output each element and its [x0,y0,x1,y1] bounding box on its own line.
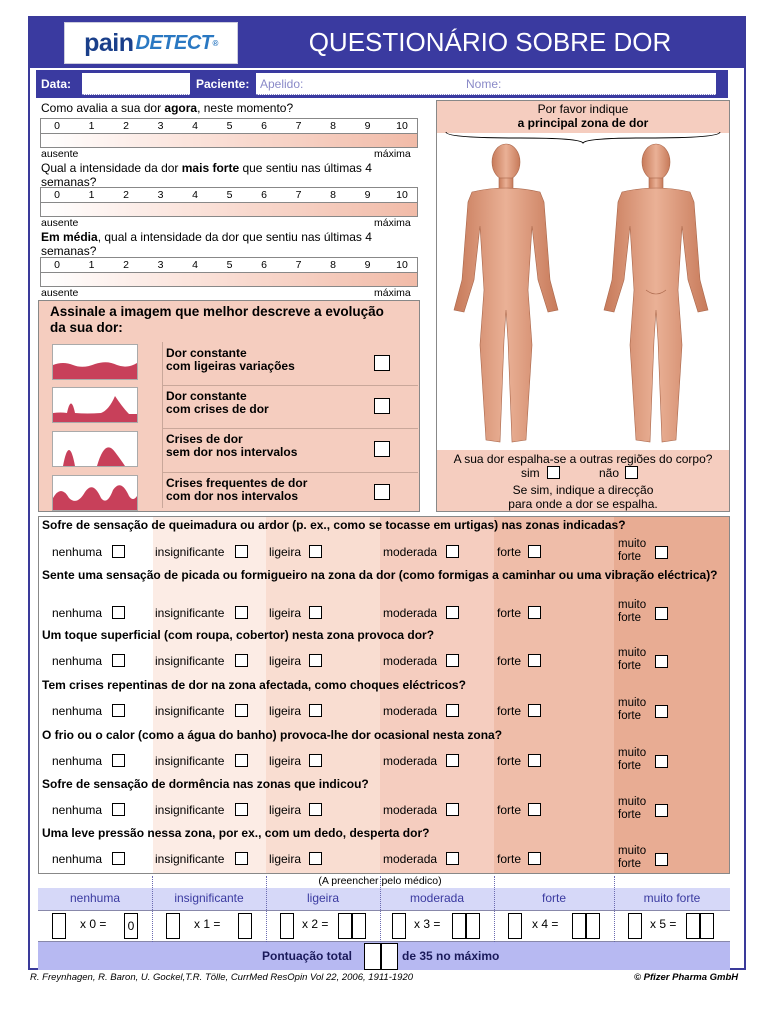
score-header-insignificant: insignificante [174,891,244,905]
scale-low-label: ausente [41,217,79,229]
q4-nenhuma-checkbox[interactable] [112,704,125,717]
symptom-question-4: Tem crises repentinas de dor na zona afectada, como choques eléctricos? [42,678,466,692]
scale-number[interactable]: 9 [364,259,371,271]
answer-forte-label: forte [497,545,522,559]
q7-forte-checkbox[interactable] [528,852,541,865]
score-very-strong-box-1[interactable] [686,913,700,939]
q2-very-strong-checkbox[interactable] [655,607,668,620]
q4-insignificante-checkbox[interactable] [235,704,248,717]
scale-number[interactable]: 0 [54,120,60,132]
q6-very-strong-checkbox[interactable] [655,804,668,817]
scale-number[interactable]: 2 [123,189,129,201]
q6-moderada-checkbox[interactable] [446,803,459,816]
q2-forte-checkbox[interactable] [528,606,541,619]
answer-nenhuma-label: nenhuma [52,803,103,817]
wave-attacks-icon [52,387,138,423]
q2-nenhuma-checkbox[interactable] [112,606,125,619]
answer-nenhuma-label: nenhuma [52,704,103,718]
score-none-box[interactable]: 0 [124,913,138,939]
spread-question: A sua dor espalha-se a outras regiões do corpo? [453,452,713,466]
count-strong-box[interactable] [508,913,522,939]
body-map-figure[interactable] [448,140,718,450]
answer-very-strong-label: muito forte [618,697,647,722]
spread-no-checkbox[interactable] [625,466,638,479]
pain-max-scale[interactable] [40,187,418,217]
q5-ligeira-checkbox[interactable] [309,754,322,767]
scale-high-label: máxima [374,148,411,160]
q5-forte-checkbox[interactable] [528,754,541,767]
score-strong-box-1[interactable] [572,913,586,939]
answer-forte-label: forte [497,754,522,768]
count-none-box[interactable] [52,913,66,939]
q2-ligeira-checkbox[interactable] [309,606,322,619]
copyright: © Pfizer Pharma GmbH [634,972,739,983]
q7-very-strong-checkbox[interactable] [655,853,668,866]
divider [162,472,418,473]
pain-course-title: Assinale a imagem que melhor descreve a evolução da sua dor: [50,304,384,335]
q1-moderada-checkbox[interactable] [446,545,459,558]
q6-ligeira-checkbox[interactable] [309,803,322,816]
answer-ligeira-label: ligeira [269,852,302,866]
symptom-question-3: Um toque superficial (com roupa, cobertor) nesta zona provoca dor? [42,628,435,642]
multiplier-5: x 5 = [650,917,677,931]
scale-number[interactable]: 10 [396,259,408,271]
answer-forte-label: forte [497,803,522,817]
answer-very-strong-label: muito forte [618,845,647,870]
answer-nenhuma-label: nenhuma [52,654,103,668]
multiplier-3: x 3 = [414,917,441,931]
q5-very-strong-checkbox[interactable] [655,755,668,768]
answer-insignificante-label: insignificante [155,754,225,768]
scale-number[interactable]: 7 [295,189,302,201]
spread-yes-label: sim [521,466,540,480]
score-moderate-box-1[interactable] [452,913,466,939]
scale-number[interactable]: 9 [364,189,371,201]
scale-number[interactable]: 6 [261,259,267,271]
q1-ligeira-checkbox[interactable] [309,545,322,558]
symptom-question-6: Sofre de sensação de dormência nas zonas que indicou? [42,777,369,791]
body-front-icon[interactable] [454,144,558,442]
course-option-3-label: Crises de dor sem dor nos intervalos [166,432,298,459]
q7-nenhuma-checkbox[interactable] [112,852,125,865]
answer-very-strong-label: muito forte [618,647,647,672]
answer-very-strong-label: muito forte [618,599,647,624]
divider [162,385,418,386]
q5-insignificante-checkbox[interactable] [235,754,248,767]
score-strong-box-2[interactable] [586,913,600,939]
scale-high-label: máxima [374,217,411,229]
answer-insignificante-label: insignificante [155,852,225,866]
answer-insignificante-label: insignificante [155,803,225,817]
answer-nenhuma-label: nenhuma [52,545,103,559]
wave-frequent-icon [52,475,138,511]
answer-ligeira-label: ligeira [269,754,302,768]
course-option-4-checkbox[interactable] [374,484,390,500]
count-slight-box[interactable] [280,913,294,939]
answer-very-strong-label: muito forte [618,747,647,772]
scale-number[interactable]: 2 [123,120,129,132]
answer-nenhuma-label: nenhuma [52,754,103,768]
score-moderate-box-2[interactable] [466,913,480,939]
q7-ligeira-checkbox[interactable] [309,852,322,865]
score-slight-box-2[interactable] [352,913,366,939]
answer-moderada-label: moderada [383,852,438,866]
scale-number[interactable]: 4 [192,259,198,271]
pain-avg-scale[interactable] [40,257,418,287]
pain-now-question: Como avalia a sua dor agora, neste momento? [41,101,294,115]
scale-number[interactable]: 1 [88,120,95,132]
spread-no-label: não [599,466,620,480]
count-insignificant-box[interactable] [166,913,180,939]
citation: R. Freynhagen, R. Baron, U. Gockel,T.R. Tölle, CurrMed ResOpin Vol 22, 2006, 1911-1920 [30,972,414,983]
score-slight-box-1[interactable] [338,913,352,939]
q3-very-strong-checkbox[interactable] [655,655,668,668]
multiplier-0: x 0 = [80,917,107,931]
answer-insignificante-label: insignificante [155,654,225,668]
total-score-label: Pontuação total [262,949,353,963]
answer-forte-label: forte [497,704,522,718]
q7-insignificante-checkbox[interactable] [235,852,248,865]
scale-number[interactable]: 8 [330,189,336,201]
pain-max-question: Qual a intensidade da dor mais forte que sentiu nas últimas 4 semanas? [41,161,372,189]
divider [162,342,163,508]
answer-forte-label: forte [497,852,522,866]
score-multiplier-band [38,910,730,942]
q6-insignificante-checkbox[interactable] [235,803,248,816]
answer-ligeira-label: ligeira [269,654,302,668]
scale-number[interactable]: 4 [192,189,198,201]
page-title: QUESTIONÁRIO SOBRE DOR [308,27,672,57]
symptom-question-7: Uma leve pressão nessa zona, por ex., com um dedo, desperta dor? [42,826,430,840]
answer-very-strong-label: muito forte [618,796,647,821]
answer-nenhuma-label: nenhuma [52,606,103,620]
scale-number[interactable]: 3 [157,259,164,271]
answer-ligeira-label: ligeira [269,545,302,559]
scale-number[interactable]: 9 [364,120,371,132]
course-option-2-label: Dor constante com crises de dor [166,389,269,416]
answer-moderada-label: moderada [383,654,438,668]
answer-moderada-label: moderada [383,606,438,620]
course-option-4-label: Crises frequentes de dor com dor nos intervalos [166,476,308,503]
score-header-slight: ligeira [306,891,339,905]
scale-number[interactable]: 10 [396,120,408,132]
spread-yes-checkbox[interactable] [547,466,560,479]
answer-ligeira-label: ligeira [269,606,302,620]
q1-forte-checkbox[interactable] [528,545,541,558]
answer-nenhuma-label: nenhuma [52,852,103,866]
course-option-1-checkbox[interactable] [374,355,390,371]
q4-very-strong-checkbox[interactable] [655,705,668,718]
scale-high-label: máxima [374,287,411,299]
q1-nenhuma-checkbox[interactable] [112,545,125,558]
symptom-question-1: Sofre de sensação de queimadura ou ardor (p. ex., como se tocasse em urtigas) nas zonas indicadas? [42,518,626,532]
q2-moderada-checkbox[interactable] [446,606,459,619]
scale-number[interactable]: 8 [330,259,336,271]
q6-forte-checkbox[interactable] [528,803,541,816]
divider [162,428,418,429]
body-back-icon[interactable] [604,144,708,442]
total-score-box-2[interactable] [381,943,398,970]
q3-moderada-checkbox[interactable] [446,654,459,667]
total-score-box-1[interactable] [364,943,381,970]
scale-number[interactable]: 2 [123,259,129,271]
symptom-question-5: O frio ou o calor (como a água do banho) provoca-lhe dor ocasional nesta zona? [42,728,503,742]
scale-number[interactable]: 6 [261,189,267,201]
pain-avg-question: Em média, qual a intensidade da dor que sentiu nas últimas 4 semanas? [41,230,372,258]
answer-moderada-label: moderada [383,754,438,768]
q2-insignificante-checkbox[interactable] [235,606,248,619]
scale-low-label: ausente [41,148,79,160]
answer-moderada-label: moderada [383,704,438,718]
answer-forte-label: forte [497,654,522,668]
answer-very-strong-label: muito forte [618,538,647,563]
scale-number[interactable]: 10 [396,189,408,201]
q3-ligeira-checkbox[interactable] [309,654,322,667]
answer-ligeira-label: ligeira [269,704,302,718]
answer-moderada-label: moderada [383,545,438,559]
wave-constant-icon [52,344,138,380]
pain-now-scale[interactable] [40,118,418,148]
score-header-none: nenhuma [69,891,121,905]
course-option-2-checkbox[interactable] [374,398,390,414]
score-header-very-strong: muito forte [643,891,701,905]
body-map-instruction: Por favor indique a principal zona de dor [517,102,649,130]
name-label: Nome: [466,77,502,91]
q3-insignificante-checkbox[interactable] [235,654,248,667]
scale-number[interactable]: 0 [54,189,60,201]
score-header-strong: forte [541,891,566,905]
answer-insignificante-label: insignificante [155,606,225,620]
scale-number[interactable]: 7 [295,120,302,132]
surname-label: Apelido: [260,77,304,91]
scale-number[interactable]: 5 [226,120,233,132]
scale-number[interactable]: 4 [192,120,198,132]
score-header-moderate: moderada [409,891,465,905]
score-insignificant-box[interactable] [238,913,252,939]
paindetect-logo: pain DETECT ® [64,22,238,64]
answer-insignificante-label: insignificante [155,545,225,559]
date-field[interactable] [82,73,190,95]
count-moderate-box[interactable] [392,913,406,939]
scale-number[interactable]: 5 [226,259,233,271]
q5-nenhuma-checkbox[interactable] [112,754,125,767]
q4-forte-checkbox[interactable] [528,704,541,717]
date-label: Data: [41,77,72,91]
symptom-question-2: Sente uma sensação de picada ou formigueiro na zona da dor (como formigas a caminhar ou uma vibração eléctrica)? [42,568,718,582]
q4-ligeira-checkbox[interactable] [309,704,322,717]
q4-moderada-checkbox[interactable] [446,704,459,717]
wave-no-pain-between-icon [52,431,138,467]
q3-nenhuma-checkbox[interactable] [112,654,125,667]
answer-ligeira-label: ligeira [269,803,302,817]
scale-number[interactable]: 1 [88,259,95,271]
count-very-strong-box[interactable] [628,913,642,939]
scale-number[interactable]: 3 [157,120,164,132]
score-very-strong-box-2[interactable] [700,913,714,939]
scale-number[interactable]: 3 [157,189,164,201]
course-option-1-label: Dor constante com ligeiras variações [166,346,295,373]
multiplier-1: x 1 = [194,917,221,931]
q6-nenhuma-checkbox[interactable] [112,803,125,816]
multiplier-2: x 2 = [302,917,329,931]
total-score-max: de 35 no máximo [402,949,500,963]
spread-direction-note: Se sim, indique a direcção para onde a dor se espalha. [508,483,658,511]
q1-insignificante-checkbox[interactable] [235,545,248,558]
answer-moderada-label: moderada [383,803,438,817]
scale-number[interactable]: 6 [261,120,267,132]
scale-low-label: ausente [41,287,79,299]
q1-very-strong-checkbox[interactable] [655,546,668,559]
scale-number[interactable]: 8 [330,120,336,132]
answer-forte-label: forte [497,606,522,620]
scale-number[interactable]: 1 [88,189,95,201]
answer-insignificante-label: insignificante [155,704,225,718]
doctor-note: (A preencher pelo médico) [318,875,442,887]
q3-forte-checkbox[interactable] [528,654,541,667]
q5-moderada-checkbox[interactable] [446,754,459,767]
q7-moderada-checkbox[interactable] [446,852,459,865]
course-option-3-checkbox[interactable] [374,441,390,457]
patient-label: Paciente: [196,77,250,91]
scale-number[interactable]: 5 [226,189,233,201]
scale-number[interactable]: 0 [54,259,60,271]
scale-number[interactable]: 7 [295,259,302,271]
multiplier-4: x 4 = [532,917,559,931]
